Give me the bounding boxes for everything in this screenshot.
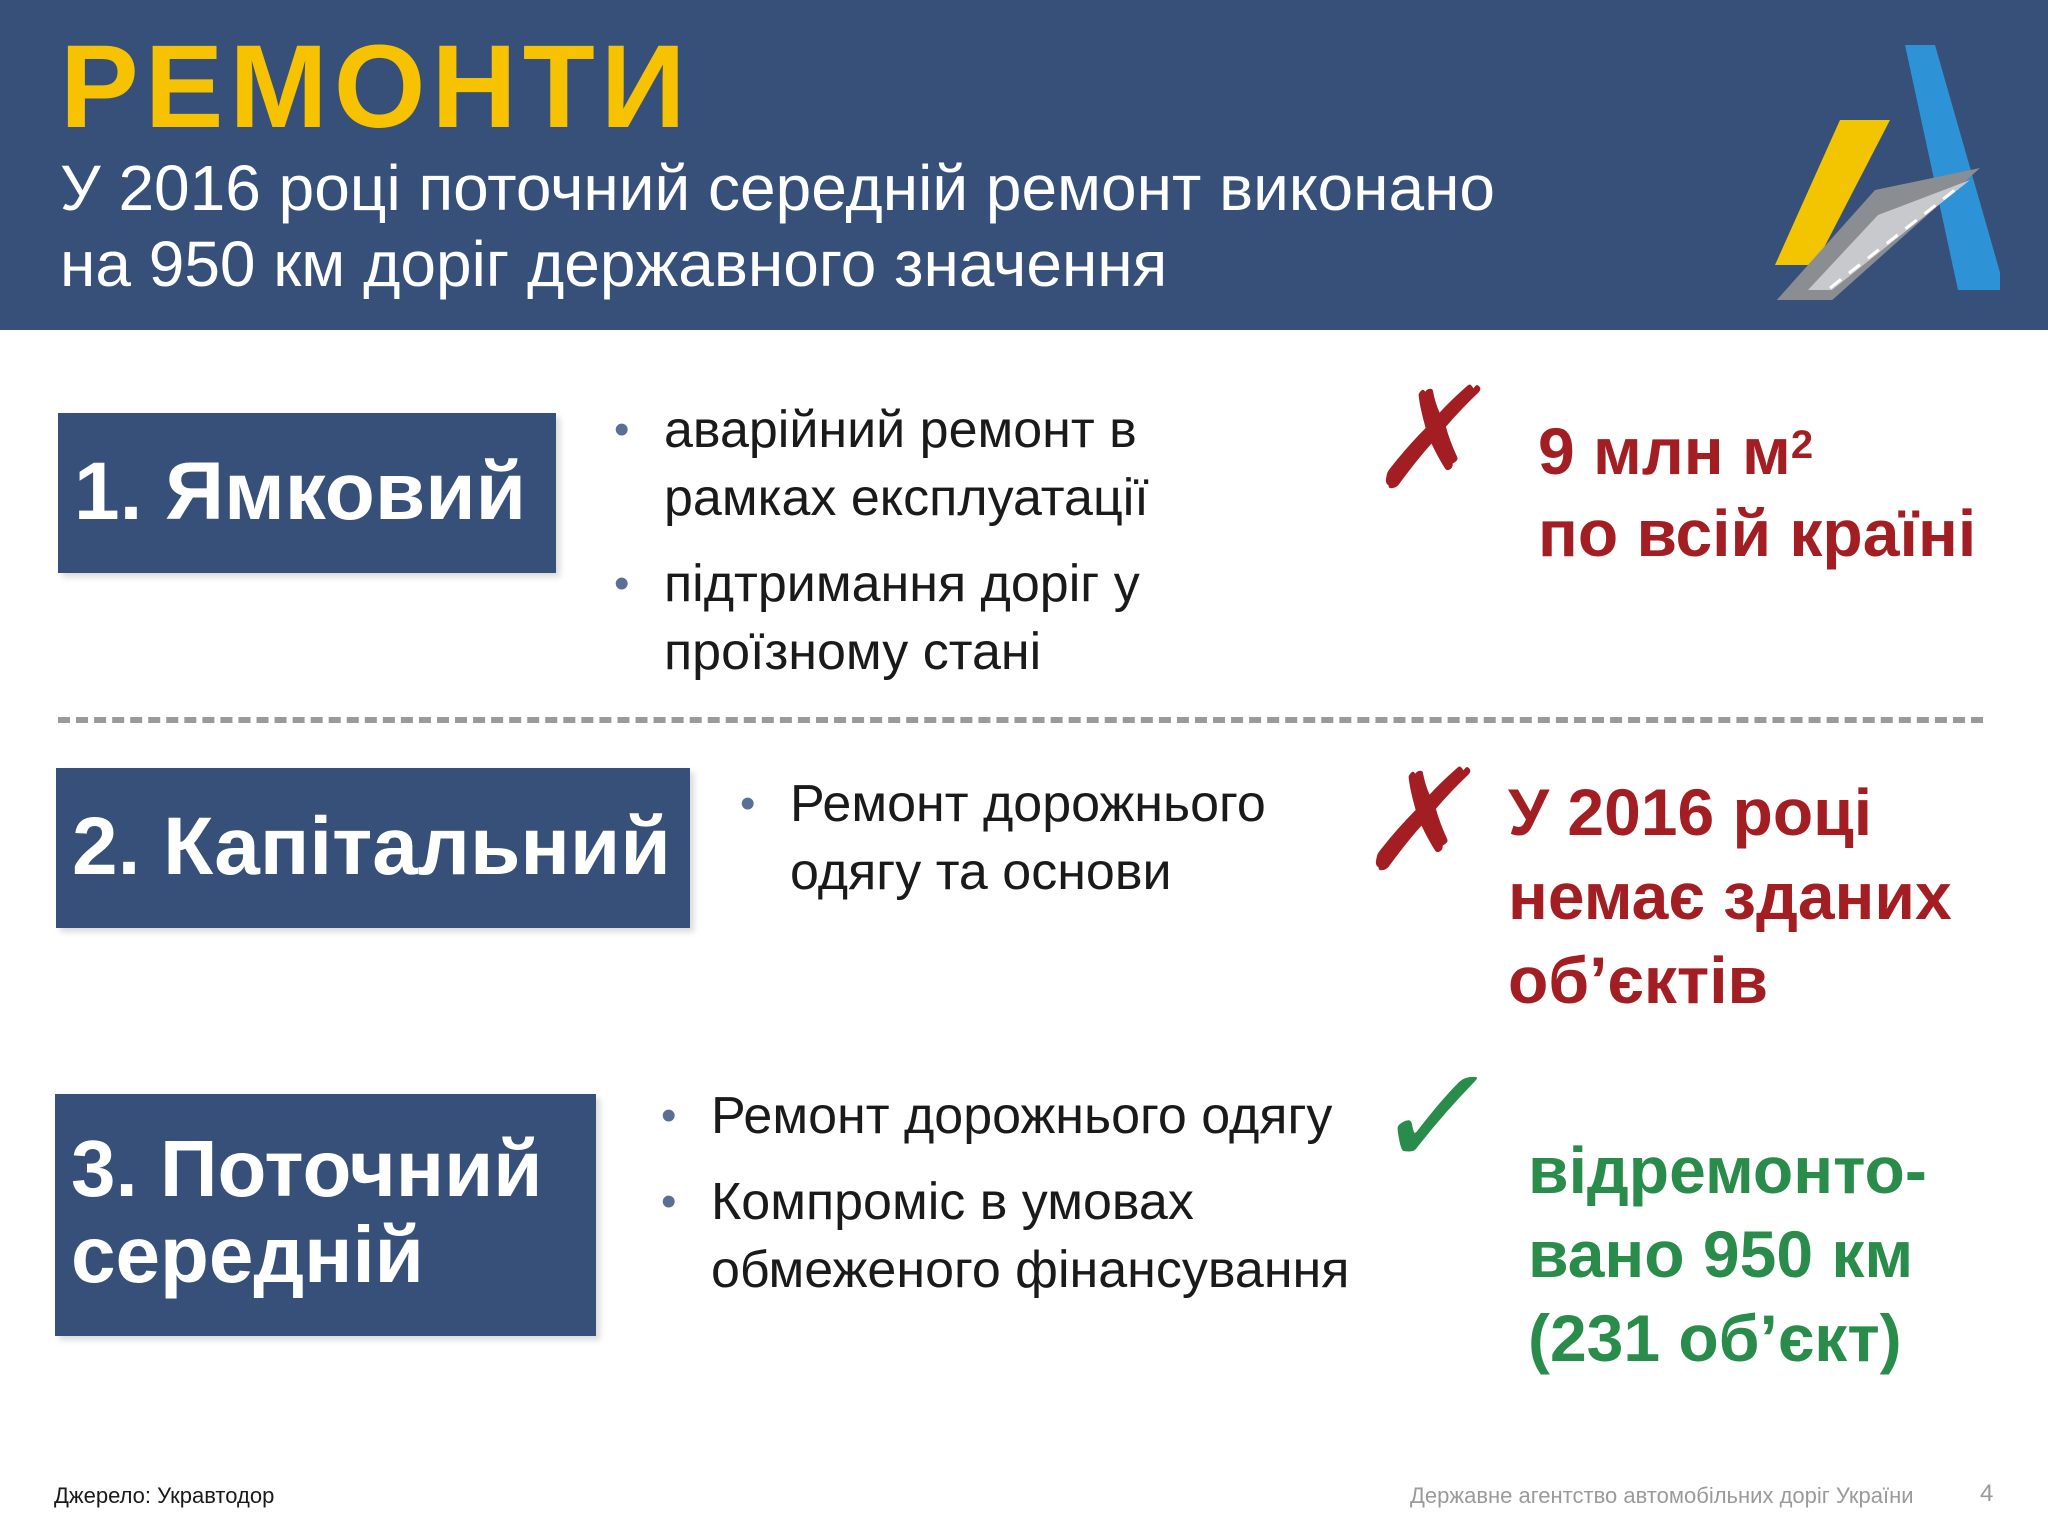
slide-subtitle xyxy=(60,150,1660,302)
bullet-item: • Ремонт дорожнього одягу xyxy=(661,1082,1461,1150)
category-box-current-medium xyxy=(55,1094,596,1336)
slide-title: РЕМОНТИ xyxy=(60,21,692,153)
result-current-medium xyxy=(1528,1128,1927,1380)
category-box-pothole xyxy=(58,413,556,573)
category-label: 1. Ямковий xyxy=(74,446,527,537)
cross-icon: ✗ xyxy=(1363,358,1504,521)
header-banner xyxy=(0,0,2048,330)
cross-icon: ✗ xyxy=(1353,740,1494,903)
bullet-item: • Компроміс в умовах обмеженого фінансування xyxy=(661,1168,1461,1304)
bullet-item: • аварійний ремонт в рамках експлуатації xyxy=(614,396,1314,532)
bullet-list-capital xyxy=(740,770,1360,906)
result-superscript: 2 xyxy=(1790,423,1814,467)
result-line: немає зданих xyxy=(1508,859,1952,933)
result-capital xyxy=(1508,770,1952,1022)
subtitle-line-1: У 2016 році поточний середній ремонт виконано xyxy=(60,152,1495,224)
result-line: У 2016 році xyxy=(1508,775,1873,849)
source-note: Джерело: Укравтодор xyxy=(54,1483,275,1508)
category-label: 2. Капітальний xyxy=(72,801,671,892)
subtitle-line-2: на 950 км доріг державного значення xyxy=(60,228,1168,300)
road-agency-logo-icon xyxy=(1720,40,2000,300)
result-line: об’єктів xyxy=(1508,943,1769,1017)
agency-name: Державне агентство автомобільних доріг України xyxy=(1410,1483,1914,1508)
result-text: 9 млн м xyxy=(1538,414,1791,488)
dashed-divider xyxy=(58,717,1983,723)
result-line: вано 950 км xyxy=(1528,1217,1914,1291)
category-box-capital xyxy=(56,768,690,928)
bullet-list-current-medium xyxy=(661,1082,1461,1322)
page-number: 4 xyxy=(1980,1480,1994,1507)
check-icon: ✓ xyxy=(1366,1036,1507,1199)
result-pothole xyxy=(1538,410,1976,574)
result-line: по всій країні xyxy=(1538,496,1977,570)
bullet-item: • підтримання доріг у проїзному стані xyxy=(614,550,1314,686)
result-line: відремонто- xyxy=(1528,1133,1927,1207)
bullet-item: • Ремонт дорожнього одягу та основи xyxy=(740,770,1360,906)
bullet-list-pothole xyxy=(614,396,1314,704)
category-label: 3. Поточний середній xyxy=(71,1124,543,1299)
result-line: (231 об’єкт) xyxy=(1528,1301,1902,1375)
result-line xyxy=(1538,410,1976,492)
